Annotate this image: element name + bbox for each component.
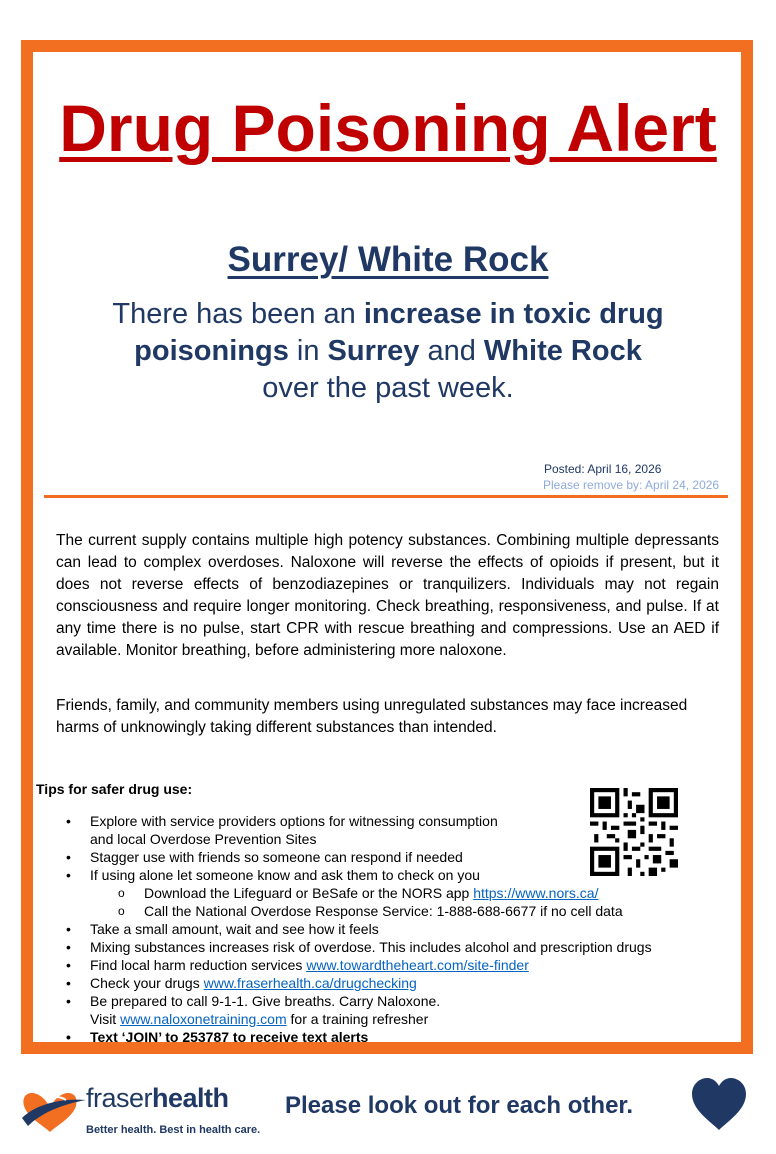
tip-text: Be prepared to call 9-1-1. Give breaths. Carry Naloxone. (90, 993, 441, 1009)
sub-list (66, 884, 652, 920)
headline-text: There has been an (112, 298, 364, 330)
list-item (66, 938, 652, 956)
tip-text: Check your drugs (90, 975, 204, 991)
list-item (66, 866, 652, 884)
headline-text: over the past week. (262, 372, 514, 404)
headline-text: in (288, 335, 328, 367)
tip-text: Text ‘JOIN’ to 253787 to receive text alerts (90, 1029, 369, 1045)
sub-bullet: o (118, 904, 125, 918)
nors-link[interactable]: https://www.nors.ca/ (473, 885, 599, 901)
tip-text: Find local harm reduction services (90, 957, 307, 973)
posted-date: Posted: April 16, 2026 (544, 462, 662, 476)
logo-tagline: Better health. Best in health care. (86, 1124, 261, 1136)
naloxonetraining-link[interactable]: www.naloxonetraining.com (120, 1011, 287, 1027)
towardtheheart-link[interactable]: www.towardtheheart.com/site-finder (306, 957, 529, 973)
list-item (66, 974, 652, 992)
tip-text: Mixing substances increases risk of overdose. This includes alcohol and prescription drugs (90, 939, 652, 955)
tips-list (66, 812, 652, 1046)
heart-icon (690, 1076, 748, 1132)
list-item (66, 920, 652, 938)
bullet: • (66, 993, 71, 1009)
tip-text: Call the National Overdose Response Service: 1-888-688-6677 if no cell data (144, 903, 623, 919)
body-paragraph-2: Friends, family, and community members using unregulated substances may face increased harms of unknowingly taking different substances than intended. (56, 697, 688, 736)
bullet: • (66, 939, 71, 955)
footer-message: Please look out for each other. (285, 1092, 634, 1119)
tip-text: for a training refresher (286, 1011, 429, 1027)
drugchecking-link[interactable]: www.fraserhealth.ca/drugchecking (203, 975, 417, 991)
bullet: • (66, 975, 71, 991)
tip-text: and local Overdose Prevention Sites (90, 831, 317, 847)
headline-text: and (419, 335, 484, 367)
tip-text: Explore with service providers options for witnessing consumption (90, 813, 498, 829)
area-heading: Surrey/ White Rock (227, 240, 549, 279)
tip-text: If using alone let someone know and ask them to check on you (90, 867, 480, 883)
logo-word-bold: health (152, 1083, 229, 1113)
bullet: • (66, 813, 71, 829)
sub-list-item (66, 902, 652, 920)
logo-word-light: fraser (86, 1083, 153, 1113)
list-item (66, 1028, 652, 1046)
bullet: • (66, 867, 71, 883)
bullet: • (66, 921, 71, 937)
sub-list-item (66, 884, 652, 902)
tip-text: Download the Lifeguard or BeSafe or the NORS app (144, 885, 474, 901)
logo-wordmark (86, 1083, 229, 1114)
body-paragraph-1: The current supply contains multiple high potency substances. Combining multiple depressants can lead to complex overdoses. Naloxone will reverse the effects of opioids if present, but it does not reverse effects of benzodiazepines or tranquilizers. Individuals may not regain consciousness and require longer monitoring. Check breathing, responsiveness, and pulse. If at any time there is no pulse, start CPR with rescue breathing and compressions. Use an AED if available. Monitor breathing, before administering more naloxone. (56, 532, 719, 659)
headline-emphasis: increase in toxic drug poisonings (134, 298, 664, 367)
bullet: • (66, 957, 71, 973)
list-item (66, 812, 652, 848)
headline-emphasis: Surrey (327, 335, 420, 367)
sub-bullet: o (118, 886, 125, 900)
list-item (66, 992, 652, 1028)
tip-text: Stagger use with friends so someone can respond if needed (90, 849, 463, 865)
bullet: • (66, 849, 71, 865)
alert-title: Drug Poisoning Alert (59, 91, 717, 165)
list-item (66, 956, 652, 974)
remove-by-date: Please remove by: April 24, 2026 (543, 478, 720, 492)
bullet: • (66, 1029, 71, 1045)
headline-emphasis: White Rock (483, 335, 642, 367)
tips-heading: Tips for safer drug use: (36, 781, 193, 797)
tip-text: Take a small amount, wait and see how it feels (90, 921, 379, 937)
tip-text: Visit (90, 1011, 121, 1027)
list-item (66, 848, 652, 866)
section-divider (44, 495, 728, 498)
alert-headline (60, 296, 716, 407)
